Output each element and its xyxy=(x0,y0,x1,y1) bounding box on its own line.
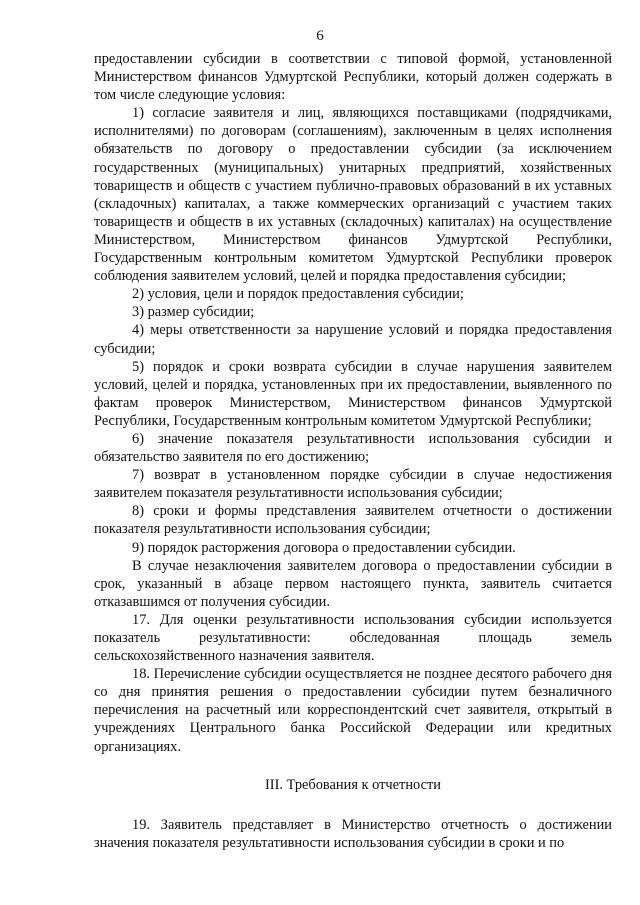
paragraph-condition-1: 1) согласие заявителя и лиц, являющихся поставщиками (подрядчиками, исполнителями) по договорам (соглашениям), заключенным в целях исполнения обязательств по договору о предоставлении субсидии (за исключением государственных (муниципальных) унитарных предприятий, хозяйственных товариществ и обществ с участием публично-правовых образований в их уставных (складочных) капиталах, а также коммерческих организаций с участием таких товариществ и обществ в их уставных (складочных) капиталах) на осуществление Министерством, Министерством финансов Удмуртской Республики, Государственным контрольным комитетом Удмуртской Республики проверок соблюдения заявителем условий, целей и порядка предоставления субсидии; xyxy=(94,105,612,285)
document-body xyxy=(94,50,612,852)
paragraph-condition-6: 6) значение показателя результативности использования субсидии и обязательство заявителя по его достижению; xyxy=(94,430,612,466)
paragraph-condition-2: 2) условия, цели и порядок предоставления субсидии; xyxy=(132,286,464,303)
paragraph-condition-8: 8) сроки и формы представления заявителем отчетности о достижении показателя результативности использования субсидии; xyxy=(94,503,612,538)
paragraph-condition-7: 7) возврат в установленном порядке субсидии в случае недостижения заявителем показателя результативности использования субсидии; xyxy=(94,467,612,502)
paragraph-intro: предоставлении субсидии в соответствии с типовой формой, установленной Министерством финансов Удмуртской Республики, который должен содержать в том числе следующие условия: xyxy=(94,51,612,104)
page-number: 6 xyxy=(316,28,324,44)
paragraph-condition-4: 4) меры ответственности за нарушение условий и порядка предоставления субсидии; xyxy=(94,322,612,357)
paragraph-clause-17: 17. Для оценки результативности использования субсидии используется показатель результативности: обследованная площадь земель сельскохозяйственного назначения заявителя. xyxy=(94,611,612,665)
paragraph-condition-9: 9) порядок расторжения договора о предоставлении субсидии. xyxy=(132,539,516,556)
section-heading: III. Требования к отчетности xyxy=(265,776,441,793)
paragraph-clause-19: 19. Заявитель представляет в Министерство отчетность о достижении значения показателя результативности использования субсидии в сроки и по xyxy=(94,816,612,851)
paragraph-condition-3: 3) размер субсидии; xyxy=(132,304,255,321)
paragraph-clause-18: 18. Перечисление субсидии осуществляется не позднее десятого рабочего дня со дня принятия решения о предоставлении субсидии путем безналичного перечисления на расчетный или корреспондентский счет заявителя, открытый в учреждениях Центрального банка Российской Федерации или кредитных организациях. xyxy=(94,666,612,755)
paragraph-condition-5: 5) порядок и сроки возврата субсидии в случае нарушения заявителем условий, целей и порядка, установленных при их предоставлении, выявленного по фактам проверок Министерством, Министерством финансов Удмуртской Республики, Государственным контрольным комитетом Удмуртской Республики; xyxy=(94,358,612,429)
paragraph-refusal: В случае незаключения заявителем договора о предоставлении субсидии в срок, указанный в абзаце первом настоящего пункта, заявитель считается отказавшимся от получения субсидии. xyxy=(94,557,612,610)
